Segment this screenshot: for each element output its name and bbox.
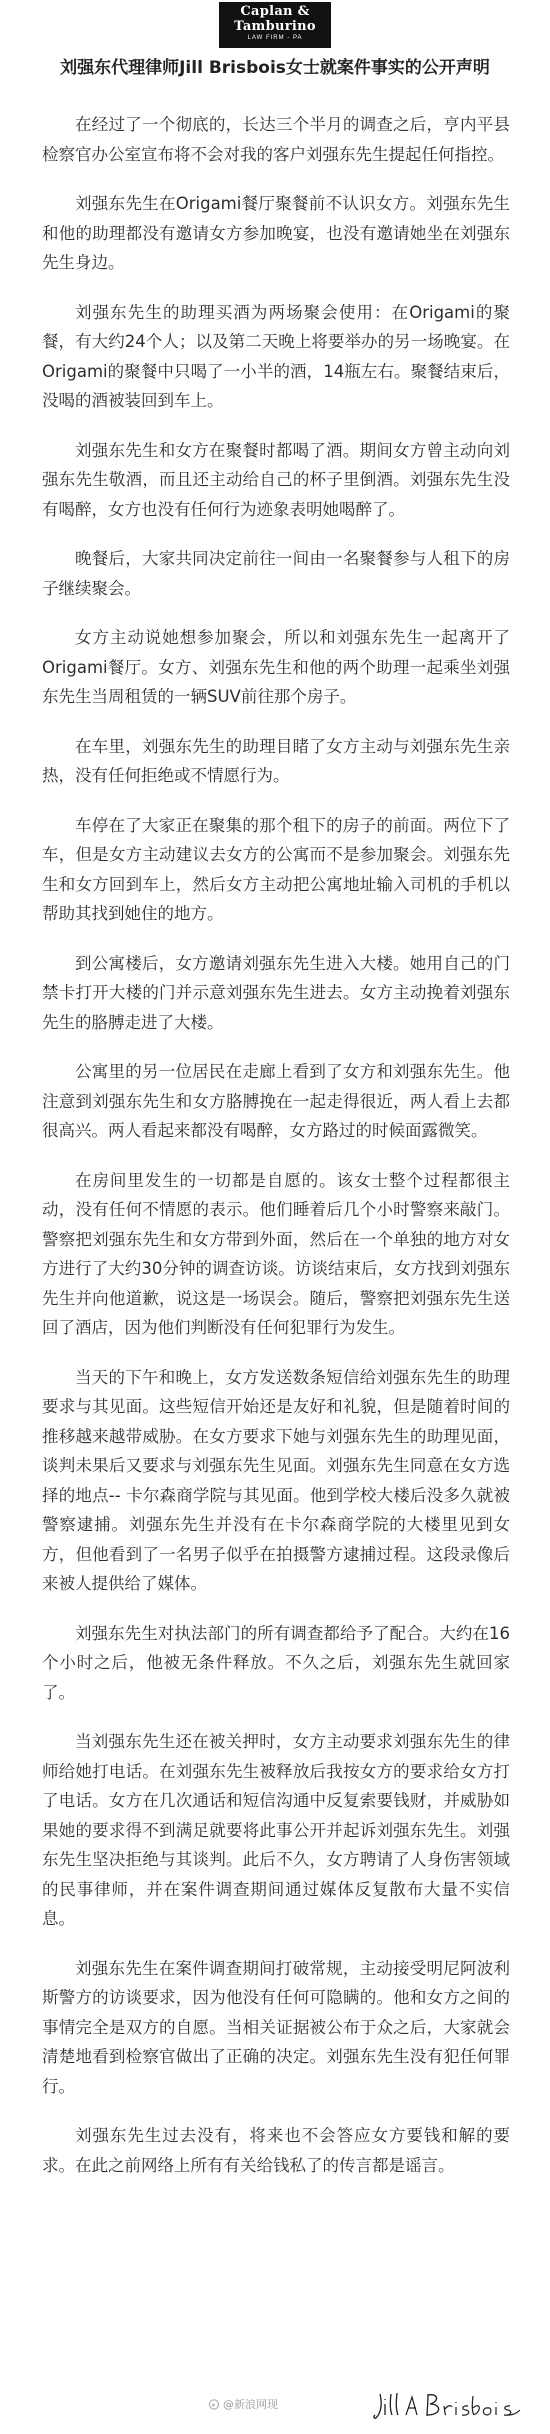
paragraph: 晚餐后，大家共同决定前往一间由一名聚餐参与人租下的房子继续聚会。: [42, 549, 510, 598]
paragraph: 刘强东先生的助理买酒为两场聚会使用：在Origami的聚餐，有大约24个人；以及第二天晚上将要举办的另一场晚宴。在Origami的聚餐中只喝了一小半的酒，14瓶左右。聚餐结束后，没喝的酒被装回到车上。: [42, 302, 510, 410]
logo-line-1: Caplan &: [240, 4, 310, 19]
handwritten-signature: [372, 2388, 522, 2422]
paragraph: 刘强东先生过去没有，将来也不会答应女方要钱和解的要求。在此之前网络上所有有关给钱私了的传言都是谣言。: [42, 2126, 510, 2175]
statement-title: 刘强东代理律师Jill Brisbois女士就案件事实的公开声明: [60, 58, 490, 78]
paragraph: 刘强东先生在案件调查期间打破常规，主动接受明尼阿波利斯警方的访谈要求，因为他没有任何可隐瞒的。他和女方之间的事情完全是双方的自愿。当相关证据被公布于众之后，大家就会清楚地看到检察官做出了正确的决定。刘强东先生没有犯任何罪行。: [42, 1958, 510, 2096]
watermark-text: @新浪网现: [223, 2398, 278, 2411]
paragraph: 当天的下午和晚上，女方发送数条短信给刘强东先生的助理要求与其见面。这些短信开始还是友好和礼貌，但是随着时间的推移越来越带威胁。在女方要求下她与刘强东先生的助理见面，谈判未果后又要求与刘强东先生见面。刘强东先生同意在女方选择的地点-- 卡尔森商学院与其见面。他到学校大楼后没多久就被警察逮捕。刘强东先生并没有在卡尔森商学院的大楼里见到女方，但他看到了一名男子似乎在拍摄警方逮捕过程。这段录像后来被人提供给了媒体。: [42, 1367, 510, 1593]
paragraph: 到公寓楼后，女方邀请刘强东先生进入大楼。她用自己的门禁卡打开大楼的门并示意刘强东先生进去。女方主动挽着刘强东先生的胳膊走进了大楼。: [42, 953, 510, 1032]
paragraph: 女方主动说她想参加聚会，所以和刘强东先生一起离开了Origami餐厅。女方、刘强东先生和他的两个助理一起乘坐刘强东先生当周租赁的一辆SUV前往那个房子。: [42, 628, 510, 706]
paragraph: 刘强东先生在Origami餐厅聚餐前不认识女方。刘强东先生和他的助理都没有邀请女方参加晚宴，也没有邀请她坐在刘强东先生身边。: [42, 194, 510, 272]
paragraph: 刘强东先生对执法部门的所有调查都给予了配合。大约在16个小时之后，他被无条件释放。不久之后，刘强东先生就回家了。: [42, 1623, 510, 1702]
paragraph: 在车里，刘强东先生的助理目睹了女方主动与刘强东先生亲热，没有任何拒绝或不情愿行为。: [42, 736, 510, 785]
paragraph: 在经过了一个彻底的，长达三个半月的调查之后，亨内平县检察官办公室宣布将不会对我的客户刘强东先生提起任何指控。: [42, 115, 510, 164]
logo-line-2: Tamburino: [234, 19, 316, 34]
paragraph: 公寓里的另一位居民在走廊上看到了女方和刘强东先生。他注意到刘强东先生和女方胳膊挽在一起走得很近，两人看上去都很高兴。两人看起来都没有喝醉，女方路过的时候面露微笑。: [42, 1062, 510, 1140]
paragraph: 车停在了大家正在聚集的那个租下的房子的前面。两位下了车，但是女方主动建议去女方的公寓而不是参加聚会。刘强东先生和女方回到车上，然后女方主动把公寓地址输入司机的手机以帮助其找到她住的地方。: [42, 815, 510, 923]
law-firm-logo: [219, 2, 331, 48]
paragraph: 当刘强东先生还在被关押时，女方主动要求刘强东先生的律师给她打电话。在刘强东先生被释放后我按女方的要求给女方打了电话。女方在几次通话和短信沟通中反复索要钱财，并威胁如果她的要求得不到满足就要将此事公开并起诉刘强东先生。刘强东先生坚决拒绝与其谈判。此后不久，女方聘请了人身伤害领域的民事律师，并在案件调查期间通过媒体反复散布大量不实信息。: [42, 1732, 510, 1928]
statement-body: [42, 110, 510, 2180]
logo-line-3: LAW FIRM - PA: [247, 35, 303, 41]
weibo-icon: [208, 2398, 220, 2410]
source-watermark: [208, 2396, 278, 2412]
paragraph: 在房间里发生的一切都是自愿的。该女士整个过程都很主动，没有任何不情愿的表示。他们睡着后几个小时警察来敲门。警察把刘强东先生和女方带到外面，然后在一个单独的地方对女方进行了大约30分钟的调查访谈。访谈结束后，女方找到刘强东先生并向他道歉，说这是一场误会。随后，警察把刘强东先生送回了酒店，因为他们判断没有任何犯罪行为发生。: [42, 1170, 510, 1337]
paragraph: 刘强东先生和女方在聚餐时都喝了酒。期间女方曾主动向刘强东先生敬酒，而且还主动给自己的杯子里倒酒。刘强东先生没有喝醉，女方也没有任何行为迹象表明她喝醉了。: [42, 440, 510, 519]
